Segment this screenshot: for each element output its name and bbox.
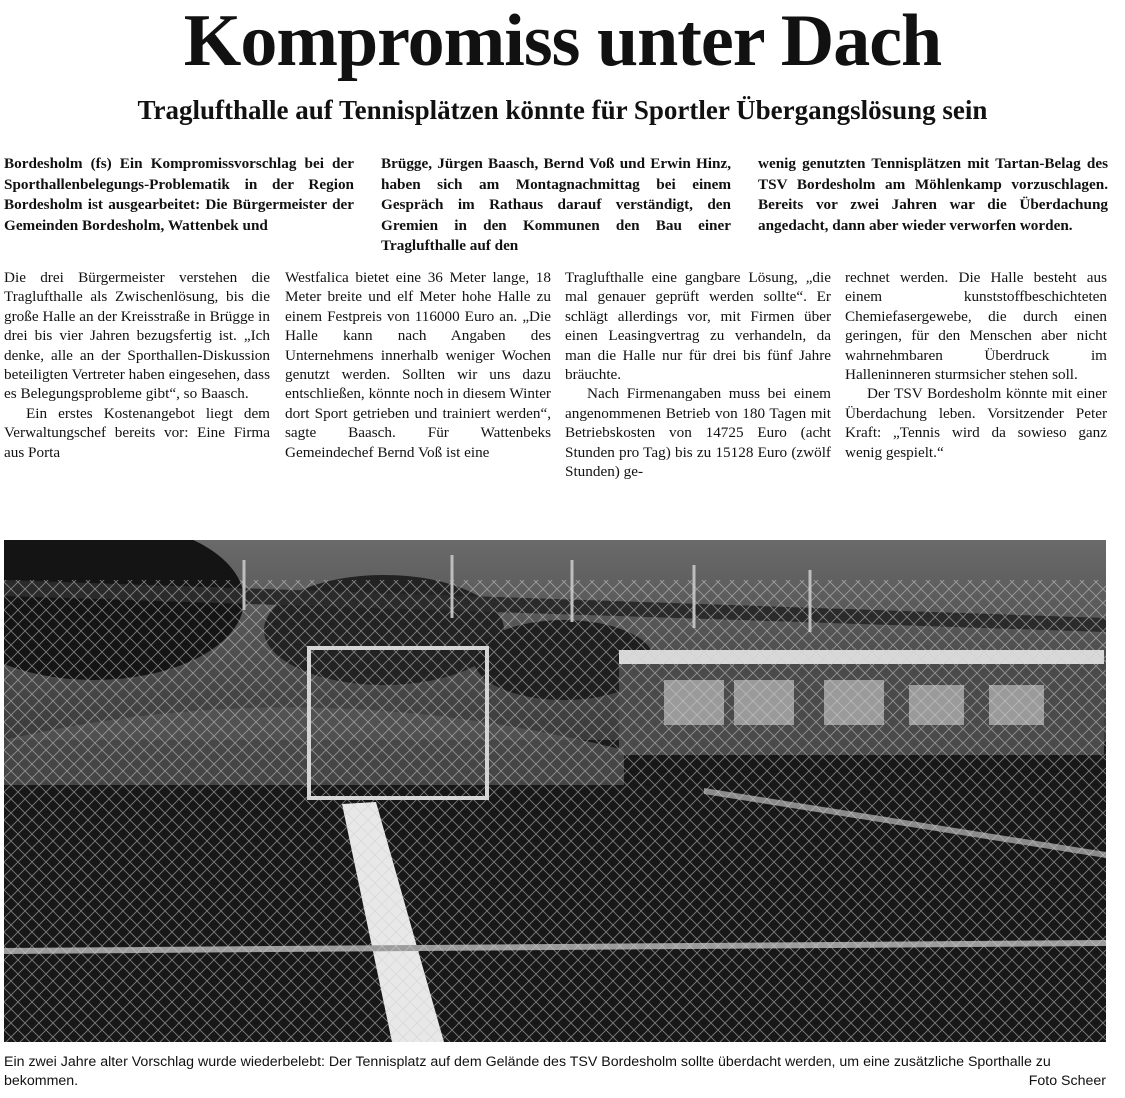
body-column-1 (4, 268, 270, 462)
photo-caption: Ein zwei Jahre alter Vorschlag wurde wiederbelebt: Der Tennisplatz auf dem Gelände des TSV Bordesholm sollte überdacht werden, um eine zusätzliche Sporthalle zu bekommen. (4, 1054, 1051, 1089)
paragraph: Die drei Bürgermeister verstehen die Traglufthalle als Zwischenlösung, bis die große Halle an der Kreisstraße in Brügge in drei bis vier Jahren bezugsfertig ist. „Ich denke, alle an der Sporthallen-Diskussion beteiligten Vertreter haben eingesehen, dass es Belegungsprobleme gibt“, so Baasch. (4, 269, 270, 403)
lead-column-1: Bordesholm (fs) Ein Kompromissvorschlag bei der Sporthallenbelegungs-Problematik in der Region Bordesholm ist ausgearbeitet: Die Bürgermeister der Gemeinden Bordesholm, Wattenbek und (4, 155, 354, 234)
body-column-4 (845, 268, 1107, 462)
subheadline: Traglufthalle auf Tennisplätzen könnte für Sportler Übergangslösung sein (137, 95, 988, 125)
tennis-net (4, 580, 1106, 1042)
body-column-3 (565, 268, 831, 481)
tennis-court-illustration (4, 540, 1106, 1042)
lead-column-2: Brügge, Jürgen Baasch, Bernd Voß und Erwin Hinz, haben sich am Montagnachmittag bei einem Gespräch im Rathaus darauf verständigt, den Gremien in den Kommunen den Bau einer Traglufthalle auf den (381, 155, 731, 254)
paragraph: Ein erstes Kostenangebot liegt dem Verwaltungschef bereits vor: Eine Firma aus Porta (4, 404, 270, 461)
paragraph: Traglufthalle eine gangbare Lösung, „die mal genauer geprüft werden sollte“. Er schlägt allerdings vor, mit Firmen über einen Leasingvertrag zu verhandeln, da man die Halle nur für drei bis fünf Jahre bräuchte. (565, 269, 831, 384)
paragraph: Der TSV Bordesholm könnte mit einer Überdachung leben. Vorsitzender Peter Kraft: „Tennis wird da sowieso ganz wenig gespielt.“ (845, 385, 1107, 461)
photo-credit: Foto Scheer (1028, 1073, 1106, 1089)
lead-column-3: wenig genutzten Tennisplätzen mit Tartan-Belag des TSV Bordesholm am Möhlenkamp vorzuschlagen. Bereits vor zwei Jahren war die Überdachung angedacht, dann aber wieder verworfen worden. (758, 155, 1108, 234)
tennis-court-photo (4, 540, 1106, 1042)
paragraph: Nach Firmenangaben muss bei einem angenommenen Betrieb von 180 Tagen mit Betriebskosten von 14725 Euro (acht Stunden pro Tag) bis zu 15128 Euro (zwölf Stunden) ge- (565, 385, 831, 481)
headline: Kompromiss unter Dach (183, 0, 942, 82)
paragraph: rechnet werden. Die Halle besteht aus einem kunststoffbeschichteten Chemiefasergewebe, die durch einen geringen, für den Menschen aber nicht wahrnehmbaren Überdruck im Halleninneren sturmsicher stehen soll. (845, 269, 1107, 384)
body-column-2 (285, 268, 551, 462)
paragraph: Westfalica bietet eine 36 Meter lange, 18 Meter breite und elf Meter hohe Halle zu einem Festpreis von 116000 Euro an. „Die Halle kann nach Angaben des Unternehmens innerhalb weniger Wochen genutzt werden. Sollten wir uns dazu entschließen, könnte noch in diesem Winter dort Sport getrieben und trainiert werden“, sagte Baasch. Für Wattenbeks Gemeindechef Bernd Voß ist eine (285, 269, 551, 461)
